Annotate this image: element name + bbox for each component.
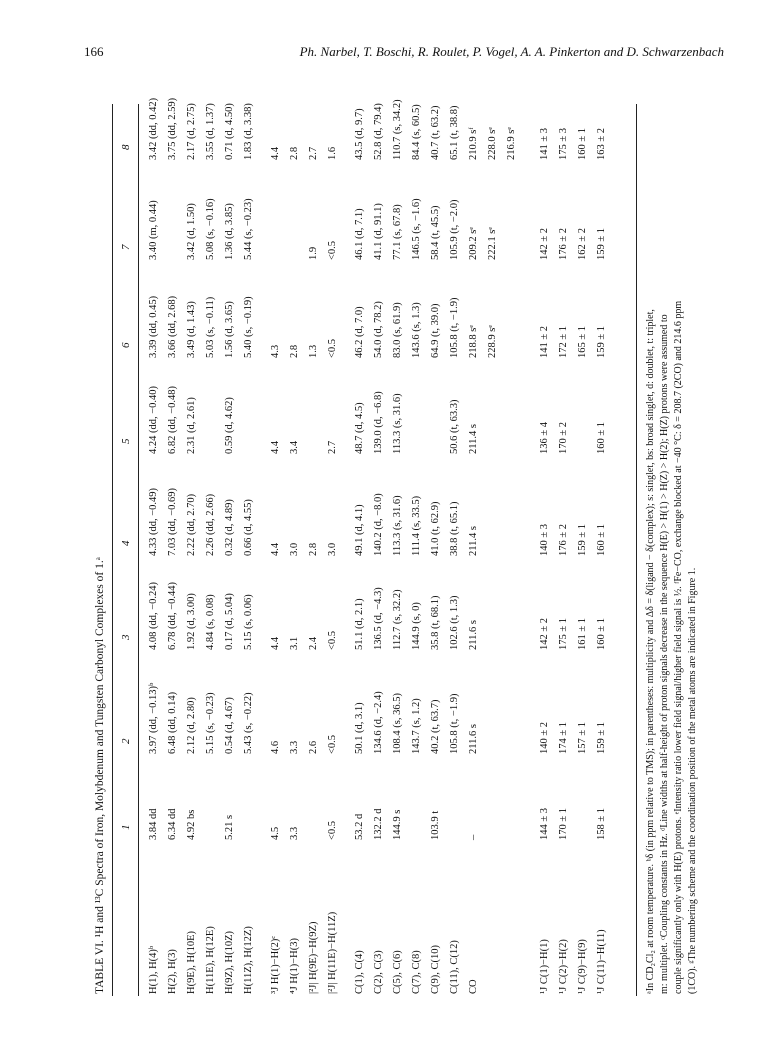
column-header: 3	[120, 634, 132, 640]
table-cell: 142 ± 2	[539, 617, 550, 650]
table-cell: 41.0 (t, 62.9)	[430, 501, 441, 556]
column-header: 2	[120, 738, 132, 744]
table-cell: 5.40 (s, −0.19)	[243, 296, 254, 358]
table-cell: 1.36 (d, 3.85)	[224, 203, 235, 260]
table-cell: 4.6	[270, 740, 281, 754]
table-cell: 51.1 (d, 2.1)	[354, 598, 365, 650]
table-cell: 1.9	[308, 246, 319, 260]
table-cell: 53.2 d	[354, 813, 365, 840]
table-cell: 5.08 (s, −0.16)	[205, 198, 216, 260]
table-cell: 6.82 (dd, −0.48)	[167, 385, 178, 454]
table-cell: 159 ± 1	[596, 325, 607, 358]
table-cell: 48.7 (d, 4.5)	[354, 402, 365, 454]
table-cell: 161 ± 1	[577, 617, 588, 650]
table-cell: 108.4 (s, 36.5)	[392, 693, 403, 754]
table-cell: 4.4	[270, 146, 281, 160]
table-cell: 35.8 (t, 68.1)	[430, 595, 441, 650]
table-cell: 58.4 (t, 45.5)	[430, 205, 441, 260]
table-cell: 228.9 sᵉ	[487, 324, 498, 358]
table-cell: 143.6 (s, 1.3)	[411, 302, 422, 358]
table-cell: 46.1 (d, 7.1)	[354, 208, 365, 260]
table-cell: 3.97 (dd, −0.13)ᵇ	[148, 682, 159, 754]
table-cell: 5.15 (s, −0.23)	[205, 692, 216, 754]
table-cell: 4.5	[270, 826, 281, 840]
table-cell: 132.2 d	[373, 808, 384, 840]
table-cell: 0.71 (d, 4.50)	[224, 103, 235, 160]
table-cell: 136 ± 4	[539, 421, 550, 454]
table-cell: 157 ± 1	[577, 721, 588, 754]
row-label: H(9Z), H(10Z)	[224, 931, 235, 994]
table-cell: 144 ± 3	[539, 807, 550, 840]
table-cell: 159 ± 1	[577, 523, 588, 556]
table-cell: 1.83 (d, 3.38)	[243, 103, 254, 160]
table-cell: 159 ± 1	[596, 721, 607, 754]
table-cell: 4.24 (dd, −0.40)	[148, 385, 159, 454]
table-cell: 2.17 (d, 2.75)	[186, 103, 197, 160]
footnote: (1CO). ᵍThe numbering scheme and the coordination position of the metal atoms are indicated in Figure 1.	[687, 567, 698, 994]
table-cell: 105.8 (t, −1.9)	[449, 693, 460, 754]
table-cell: 64.9 (t, 39.0)	[430, 303, 441, 358]
table-cell: 3.0	[289, 542, 300, 556]
table-cell: 3.55 (d, 1.37)	[205, 103, 216, 160]
table-cell: 210.9 sᶠ	[468, 127, 479, 160]
table-cell: 5.03 (s, −0.11)	[205, 296, 216, 358]
row-label: C(11), C(12)	[449, 940, 460, 994]
table-vi	[88, 90, 728, 1010]
table-cell: 165 ± 1	[577, 325, 588, 358]
table-cell: 216.9 sᵉ	[506, 126, 517, 160]
table-cell: 4.33 (dd, −0.49)	[148, 487, 159, 556]
row-label: |²J| H(11E)−H(11Z)	[327, 911, 338, 994]
table-cell: 1.56 (d, 3.65)	[224, 301, 235, 358]
table-cell: 5.15 (s, 0.06)	[243, 594, 254, 650]
table-cell: 2.7	[308, 146, 319, 160]
footnote: couple significantly only with H(E) protons. ᵉIntensity ratio lower field signal/higher field signal is ½. ᶠFe−CO, exchange blocked at −40 °C: δ = 208.7 (2CO) and 214.6 ppm	[673, 300, 684, 994]
table-cell: 3.3	[289, 826, 300, 840]
table-cell: 1.6	[327, 146, 338, 160]
table-cell: 4.08 (dd, −0.24)	[148, 581, 159, 650]
table-cell: 54.0 (d, 78.2)	[373, 301, 384, 358]
table-cell: 209.2 sᵉ	[468, 226, 479, 260]
table-cell: 228.0 sᵉ	[487, 126, 498, 160]
column-header: 5	[120, 438, 132, 444]
page-header	[84, 44, 724, 64]
table-cell: 163 ± 2	[596, 127, 607, 160]
table-cell: 0.32 (d, 4.89)	[224, 499, 235, 556]
table-cell: 43.5 (d, 9.7)	[354, 108, 365, 160]
table-cell: 1.3	[308, 344, 319, 358]
rotated-table-region	[88, 90, 728, 1010]
table-cell: 3.42 (dd, 0.42)	[148, 97, 159, 160]
table-cell: 139.0 (d, −6.8)	[373, 391, 384, 454]
table-cell: 113.3 (s, 31.6)	[392, 393, 403, 454]
table-cell: <0.5	[327, 630, 338, 650]
column-header: 8	[120, 144, 132, 150]
row-label: H(11Z), H(12Z)	[243, 926, 254, 994]
table-cell: 2.31 (d, 2.61)	[186, 397, 197, 454]
table-cell: 0.59 (d, 4.62)	[224, 397, 235, 454]
footnote: ᵃIn CD₂Cl₂ at room temperature. ᵇδ (in ppm relative to TMS); in parentheses: multiplicity and Δδ = δ(ligand − δ(complex); s: singlet, bs: broad singlet, d: doublet, t: triplet,	[645, 309, 656, 994]
table-cell: 141 ± 2	[539, 325, 550, 358]
table-cell: 40.2 (t, 63.7)	[430, 699, 441, 754]
table-cell: 222.1 sᵉ	[487, 226, 498, 260]
table-cell: 38.8 (t, 65.1)	[449, 501, 460, 556]
table-cell: 6.48 (dd, 0.14)	[167, 691, 178, 754]
table-cell: 3.42 (d, 1.50)	[186, 203, 197, 260]
table-cell: 112.7 (s, 32.2)	[392, 589, 403, 650]
table-cell: 211.6 s	[468, 620, 479, 650]
table-cell: 3.75 (dd, 2.59)	[167, 97, 178, 160]
row-label: C(7), C(8)	[411, 950, 422, 994]
table-cell: <0.5	[327, 240, 338, 260]
table-cell: 170 ± 2	[558, 421, 569, 454]
table-cell: 111.4 (s, 33.5)	[411, 495, 422, 556]
table-cell: 77.1 (s, 67.8)	[392, 204, 403, 260]
table-cell: 211.4 s	[468, 424, 479, 454]
row-label: C(5), C(6)	[392, 950, 403, 994]
row-label: H(9E), H(10E)	[186, 931, 197, 994]
row-label: ⁴J H(1)−H(3)	[289, 938, 300, 994]
table-cell: 175 ± 1	[558, 617, 569, 650]
table-cell: 160 ± 1	[596, 617, 607, 650]
table-cell: 4.3	[270, 344, 281, 358]
table-cell: 50.6 (t, 63.3)	[449, 399, 460, 454]
table-cell: –	[468, 834, 479, 840]
table-cell: 2.8	[289, 146, 300, 160]
table-cell: 3.1	[289, 636, 300, 650]
table-cell: 176 ± 2	[558, 523, 569, 556]
table-cell: 4.4	[270, 440, 281, 454]
table-cell: 136.5 (d, −4.3)	[373, 587, 384, 650]
table-caption: TABLE VI. ¹H and ¹³C Spectra of Iron, Molybdenum and Tungsten Carbonyl Complexes of 1.ᵃ	[94, 557, 106, 994]
table-cell: 2.26 (dd, 2.66)	[205, 493, 216, 556]
table-cell: 6.78 (dd, −0.44)	[167, 581, 178, 650]
table-cell: 3.40 (m, 0.44)	[148, 200, 159, 260]
column-header: 7	[120, 244, 132, 250]
table-cell: 174 ± 1	[558, 721, 569, 754]
row-label: H(1), H(4)ᵇ	[148, 945, 159, 994]
table-cell: 5.44 (s, −0.23)	[243, 198, 254, 260]
table-cell: 49.1 (d, 4.1)	[354, 504, 365, 556]
table-cell: 0.54 (d, 4.67)	[224, 697, 235, 754]
footnote: m: multiplet. ᶜCoupling constants in Hz. ᵈLine widths at half-height of proton signals decrease in the sequence H(E) > H(1) > H(Z) > H(2); H(Z) protons were assumed to	[659, 314, 670, 994]
row-label: C(9), C(10)	[430, 945, 441, 994]
column-header: 6	[120, 342, 132, 348]
table-cell: 2.6	[308, 740, 319, 754]
table-cell: 50.1 (d, 3.1)	[354, 702, 365, 754]
table-cell: 6.34 dd	[167, 808, 178, 840]
table-cell: 140.2 (d, −8.0)	[373, 493, 384, 556]
header-rule	[138, 104, 139, 996]
table-cell: 113.3 (s, 31.6)	[392, 495, 403, 556]
row-label: ¹J C(1)−H(1)	[539, 939, 550, 994]
table-cell: 211.4 s	[468, 526, 479, 556]
table-cell: 142 ± 2	[539, 227, 550, 260]
row-label: H(2), H(3)	[167, 949, 178, 994]
table-cell: 1.92 (d, 3.00)	[186, 593, 197, 650]
table-cell: 0.66 (d, 4.55)	[243, 499, 254, 556]
row-label: CO	[468, 979, 479, 994]
table-cell: 5.43 (s, −0.22)	[243, 692, 254, 754]
table-cell: 103.9 t	[430, 810, 441, 840]
table-cell: 105.9 (t, −2.0)	[449, 199, 460, 260]
table-cell: 3.49 (d, 1.43)	[186, 301, 197, 358]
table-cell: 2.22 (dd, 2.70)	[186, 493, 197, 556]
table-cell: 2.7	[327, 440, 338, 454]
table-cell: 144.9 s	[392, 809, 403, 840]
row-label: ¹J C(11)−H(11)	[596, 929, 607, 994]
table-cell: 170 ± 1	[558, 807, 569, 840]
table-cell: 2.12 (d, 2.80)	[186, 697, 197, 754]
table-cell: 144.9 (s, 0)	[411, 602, 422, 650]
table-cell: 3.4	[289, 440, 300, 454]
table-cell: 2.8	[308, 542, 319, 556]
table-cell: 102.6 (t, 1.3)	[449, 595, 460, 650]
table-cell: <0.5	[327, 820, 338, 840]
row-label: C(2), C(3)	[373, 950, 384, 994]
table-cell: 84.4 (s, 60.5)	[411, 104, 422, 160]
table-cell: 211.6 s	[468, 724, 479, 754]
column-header: 4	[120, 540, 132, 546]
table-cell: 160 ± 1	[596, 523, 607, 556]
table-cell: <0.5	[327, 338, 338, 358]
table-cell: 4.4	[270, 636, 281, 650]
table-cell: 0.17 (d, 5.04)	[224, 593, 235, 650]
table-cell: 3.66 (dd, 2.68)	[167, 295, 178, 358]
row-label: C(1), C(4)	[354, 950, 365, 994]
table-cell: 46.2 (d, 7.0)	[354, 306, 365, 358]
table-cell: 2.8	[289, 344, 300, 358]
table-cell: 146.5 (s, −1.6)	[411, 198, 422, 260]
table-cell: 141 ± 3	[539, 127, 550, 160]
table-cell: 162 ± 2	[577, 227, 588, 260]
table-cell: 4.4	[270, 542, 281, 556]
table-cell: 83.0 (s, 61.9)	[392, 302, 403, 358]
page-number: 166	[84, 44, 104, 59]
top-rule	[112, 104, 113, 996]
table-cell: 160 ± 1	[577, 127, 588, 160]
column-header: 1	[120, 824, 132, 830]
table-cell: 176 ± 2	[558, 227, 569, 260]
running-authors: Ph. Narbel, T. Boschi, R. Roulet, P. Vogel, A. A. Pinkerton and D. Schwarzenbach	[299, 44, 724, 59]
table-cell: 4.92 bs	[186, 809, 197, 840]
table-cell: 110.7 (s, 34.2)	[392, 99, 403, 160]
table-cell: 5.21 s	[224, 814, 235, 840]
row-label: ¹J C(2)−H(2)	[558, 939, 569, 994]
table-cell: 4.84 (s, 0.08)	[205, 594, 216, 650]
row-label: ³J H(1)−H(2)ᶜ	[270, 935, 281, 994]
row-label: H(11E), H(12E)	[205, 926, 216, 994]
table-cell: 40.7 (t, 63.2)	[430, 105, 441, 160]
bottom-rule	[636, 104, 637, 996]
table-cell: <0.5	[327, 734, 338, 754]
table-cell: 2.4	[308, 636, 319, 650]
table-cell: 65.1 (t, 38.8)	[449, 105, 460, 160]
table-cell: 159 ± 1	[596, 227, 607, 260]
table-cell: 158 ± 1	[596, 807, 607, 840]
table-cell: 140 ± 3	[539, 523, 550, 556]
table-cell: 175 ± 3	[558, 127, 569, 160]
row-label: |²J| H(9E)−H(9Z)	[308, 921, 319, 994]
table-cell: 143.7 (s, 1.2)	[411, 698, 422, 754]
table-cell: 134.6 (d, −2.4)	[373, 691, 384, 754]
table-cell: 172 ± 1	[558, 325, 569, 358]
table-cell: 3.84 dd	[148, 808, 159, 840]
table-cell: 140 ± 2	[539, 721, 550, 754]
row-label: ¹J C(9)−H(9)	[577, 939, 588, 994]
table-cell: 52.8 (d, 79.4)	[373, 103, 384, 160]
table-cell: 3.39 (dd, 0.45)	[148, 295, 159, 358]
table-cell: 3.3	[289, 740, 300, 754]
table-cell: 160 ± 1	[596, 421, 607, 454]
table-cell: 105.8 (t, −1.9)	[449, 297, 460, 358]
table-cell: 41.1 (d, 91.1)	[373, 203, 384, 260]
table-cell: 7.03 (dd, −0.69)	[167, 487, 178, 556]
table-cell: 218.8 sᵉ	[468, 324, 479, 358]
table-cell: 3.0	[327, 542, 338, 556]
